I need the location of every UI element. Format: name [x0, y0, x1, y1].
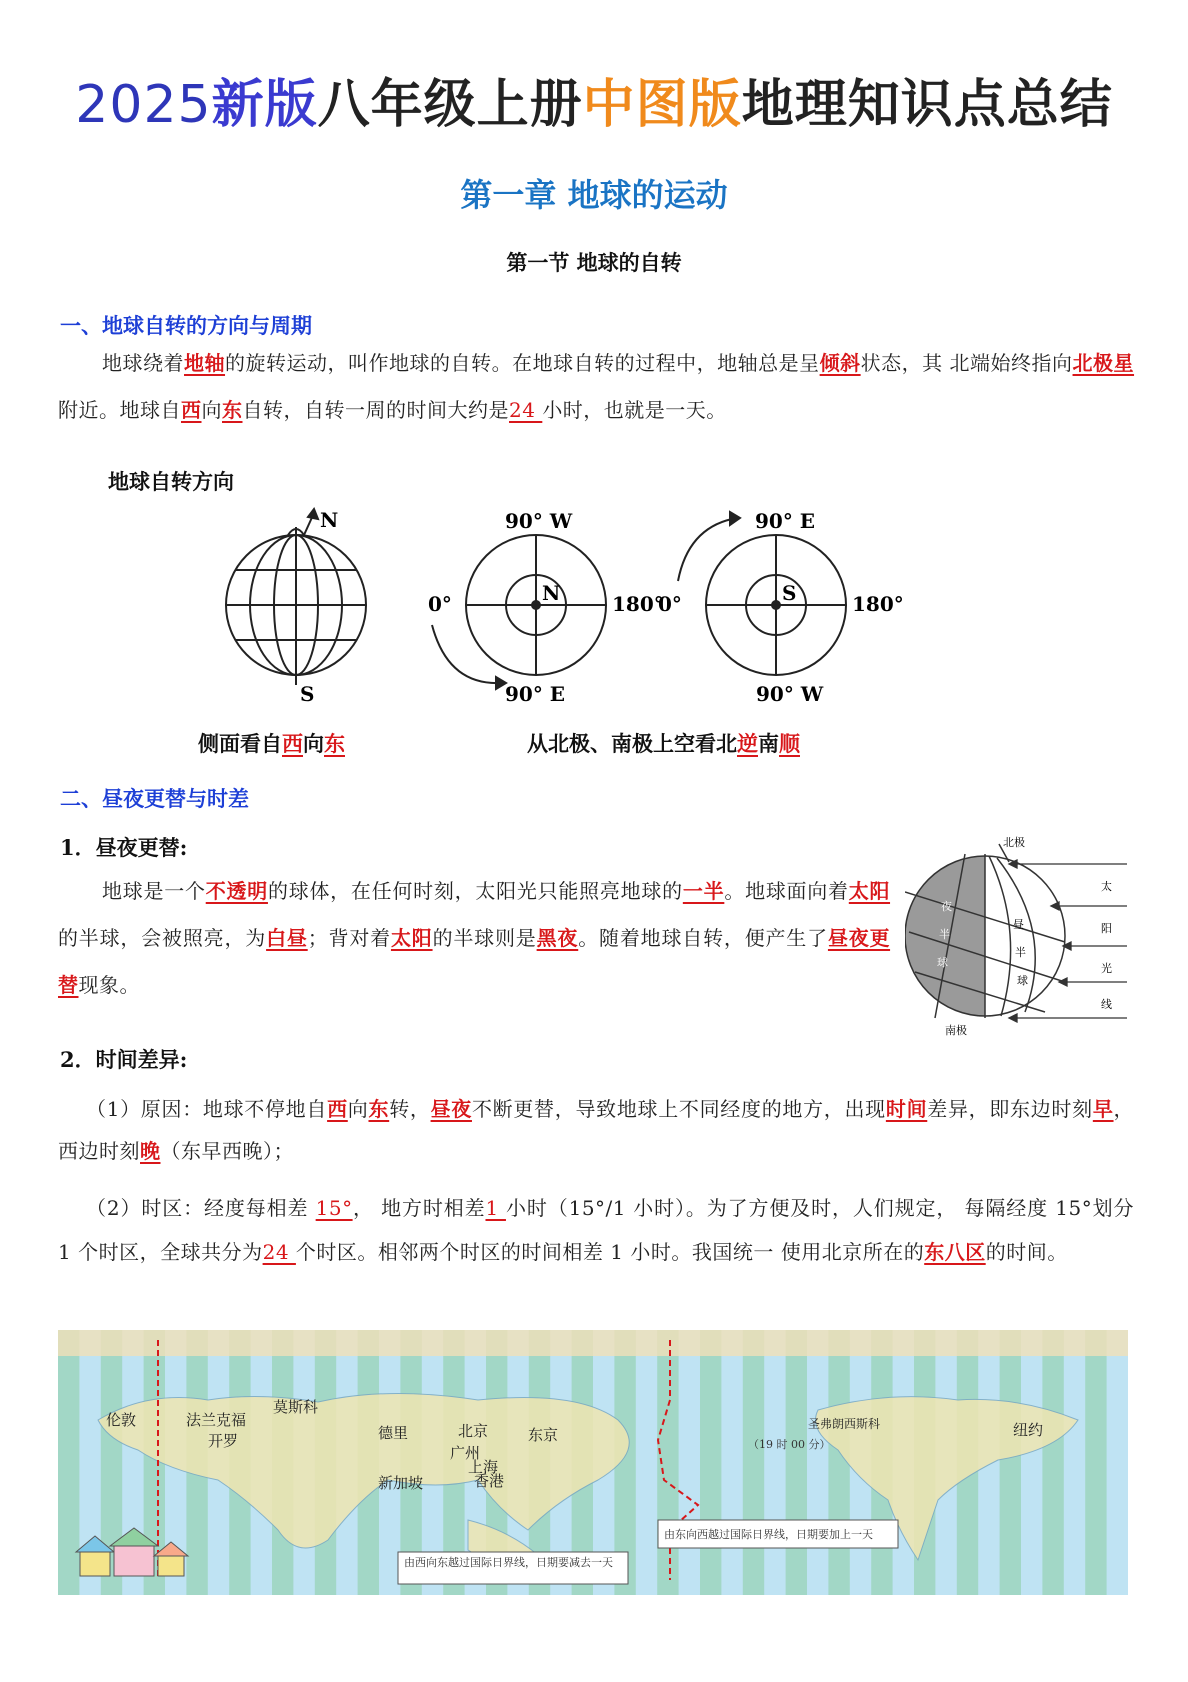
subheading-day-night: 1．昼夜更替:	[60, 835, 188, 860]
keyword: 昼夜	[430, 1097, 472, 1121]
keyword: 东八区	[924, 1240, 986, 1264]
label-ye: 夜	[941, 900, 952, 913]
city-label: 上海	[468, 1458, 499, 1476]
subheading-time-difference: 2．时间差异:	[60, 1047, 188, 1072]
keyword: 早	[1092, 1097, 1114, 1121]
text: 向	[201, 398, 222, 422]
text: 从北极、南极上空看北	[527, 731, 737, 756]
title-new: 新版	[211, 75, 318, 135]
keyword: 东	[222, 398, 243, 422]
keyword: 太阳	[390, 926, 433, 950]
text: ，西边时刻	[58, 1097, 1135, 1163]
text: 的半球则是	[432, 926, 537, 950]
city-label: 莫斯科	[273, 1398, 319, 1416]
text: 地球是一个	[102, 879, 206, 903]
text: 向	[347, 1097, 369, 1121]
text: 侧面看自	[198, 731, 282, 756]
keyword: 西	[282, 731, 303, 756]
text: 。随着地球自转，便产生了	[578, 926, 828, 950]
north-pole-view	[432, 535, 606, 689]
city-label: 香港	[474, 1472, 505, 1490]
label-tai: 太	[1101, 880, 1112, 893]
city-label: 纽约	[1013, 1421, 1044, 1439]
city-label: 东京	[528, 1426, 559, 1444]
keyword: 西	[327, 1097, 348, 1121]
label-90e-north: 90° E	[505, 682, 566, 705]
label-s-center: S	[782, 581, 797, 605]
text: 个时区。相邻两个时区的时间相差 1 小时。我国统一 使用北京所在的	[295, 1240, 925, 1264]
text: 现象。	[78, 973, 140, 997]
keyword: 24	[509, 398, 543, 422]
keyword: 白昼	[266, 926, 308, 950]
text: 差异，即东边时刻	[927, 1097, 1093, 1121]
label-180-south: 180°	[852, 592, 904, 616]
text: ；背对着	[307, 926, 391, 950]
label-south-pole: 南极	[945, 1024, 967, 1037]
label-ban2: 半	[1015, 946, 1026, 959]
city-label: 德里	[378, 1424, 409, 1442]
keyword: 晚	[140, 1139, 161, 1163]
caption-pole-view	[527, 728, 800, 758]
text: 南	[758, 731, 779, 756]
label-0-north: 0°	[428, 592, 452, 616]
label-n-center: N	[542, 581, 561, 605]
time-zone-stripe	[58, 1330, 79, 1595]
chapter-title: 第一章 地球的运动	[460, 176, 728, 214]
keyword: 黑夜	[536, 926, 579, 950]
heading-rotation: 一、地球自转的方向与周期	[60, 313, 312, 338]
day-night-globe	[905, 832, 1135, 1037]
text: 地球绕着	[102, 351, 185, 375]
keyword: 顺	[779, 731, 800, 756]
label-90w-south: 90° W	[756, 682, 824, 705]
title-press: 中图版	[582, 75, 742, 135]
keyword: 西	[181, 398, 202, 422]
paragraph-time-cause	[58, 1088, 1134, 1172]
label-zhou: 昼	[1013, 918, 1024, 931]
time-zone-stripe	[1042, 1330, 1063, 1595]
city-label: 开罗	[208, 1432, 239, 1450]
heading-day-night: 二、昼夜更替与时差	[60, 786, 249, 811]
label-xian: 线	[1101, 998, 1112, 1011]
label-0-south: 0°	[658, 592, 682, 616]
paragraph-rotation	[58, 340, 1134, 434]
text: 的旋转运动，叫作地球的自转。在地球自转的过程中，地轴总是呈	[225, 351, 820, 375]
text: 自转，自转一周的时间大约是	[242, 398, 509, 422]
main-title	[0, 62, 1188, 137]
label-180-north: 180°	[612, 592, 664, 616]
keyword: 昼夜更替	[58, 926, 891, 997]
label-guang: 光	[1101, 962, 1112, 975]
text: （2）时区：经度每相差	[86, 1196, 316, 1220]
label-qiu2: 球	[1017, 974, 1028, 987]
keyword: 15°	[315, 1196, 353, 1220]
note-right: 由东向西越过国际日界线，日期要加上一天	[664, 1528, 873, 1541]
city-label: 广州	[450, 1444, 481, 1462]
rotation-diagrams	[200, 505, 940, 705]
text: 附近。地球自	[58, 398, 181, 422]
title-grade: 八年级上册	[317, 75, 583, 135]
city-label: 圣弗朗西斯科	[808, 1417, 881, 1431]
figure-title-rotation: 地球自转方向	[108, 469, 234, 494]
text: 转，	[389, 1097, 431, 1121]
text: 不断更替，导致地球上不同经度的地方，出现	[471, 1097, 886, 1121]
section-title: 第一节 地球的自转	[506, 250, 682, 275]
time-zone-stripe	[786, 1330, 807, 1595]
keyword: 时间	[885, 1097, 928, 1121]
label-north-pole: 北极	[1003, 836, 1025, 849]
text: （1）原因：地球不停地自	[86, 1097, 328, 1121]
time-zone-stripe	[700, 1330, 721, 1595]
keyword: 东	[324, 731, 345, 756]
label-qiu: 球	[937, 956, 948, 969]
title-subject: 地理知识点总结	[741, 75, 1113, 135]
keyword: 逆	[737, 731, 758, 756]
time-zone-stripe	[743, 1330, 764, 1595]
city-label: 北京	[458, 1422, 489, 1440]
city-label: 法兰克福	[186, 1411, 247, 1429]
keyword: 不透明	[205, 879, 268, 903]
south-pole-view	[678, 512, 846, 675]
text: 的时间。	[985, 1240, 1068, 1264]
keyword: 一半	[682, 879, 725, 903]
title-year: 2025	[75, 75, 212, 135]
keyword: 1	[485, 1196, 506, 1220]
keyword: 倾斜	[819, 351, 861, 375]
keyword: 东	[368, 1097, 390, 1121]
keyword: 北极星	[1072, 351, 1135, 375]
paragraph-time-zones	[58, 1186, 1134, 1274]
text: ， 地方时相差	[352, 1196, 486, 1220]
text: 的球体，在任何时刻，太阳光只能照亮地球的	[267, 879, 683, 903]
time-zone-stripe	[1085, 1330, 1106, 1595]
time-zone-stripe	[1000, 1330, 1021, 1595]
text: 小时（15°/1 小时）。为了方便及时，人们规定， 每隔经度 15°划分 1 个时区，全球共分为	[58, 1196, 1134, 1264]
text: 向	[303, 731, 324, 756]
city-label: 伦敦	[106, 1411, 137, 1429]
caption-side-view	[198, 728, 345, 758]
text: 的半球，会被照亮，为	[58, 926, 267, 950]
keyword: 太阳	[848, 879, 891, 903]
city-label: 新加坡	[378, 1474, 424, 1492]
text: 。地球面向着	[724, 879, 849, 903]
time-zone-map	[58, 1330, 1128, 1595]
keyword: 24	[262, 1240, 296, 1264]
note-left: 由西向东越过国际日界线，日期要减去一天	[404, 1556, 613, 1569]
label-90w-north: 90° W	[505, 509, 573, 533]
keyword: 地轴	[184, 351, 226, 375]
text: 状态，其 北端始终指向	[860, 351, 1073, 375]
text: （东早西晚）；	[160, 1139, 294, 1163]
time-zone-header	[58, 1330, 1128, 1356]
text: 小时，也就是一天。	[542, 398, 727, 422]
paragraph-day-night	[58, 868, 890, 1009]
side-view-globe	[226, 509, 366, 685]
label-yang: 阳	[1101, 922, 1112, 935]
sf-time: （19 时 00 分）	[748, 1438, 831, 1451]
label-90e-south: 90° E	[755, 509, 816, 533]
label-ban: 半	[939, 928, 950, 941]
label-n-side: N	[320, 508, 339, 532]
label-s-side: S	[300, 682, 315, 705]
